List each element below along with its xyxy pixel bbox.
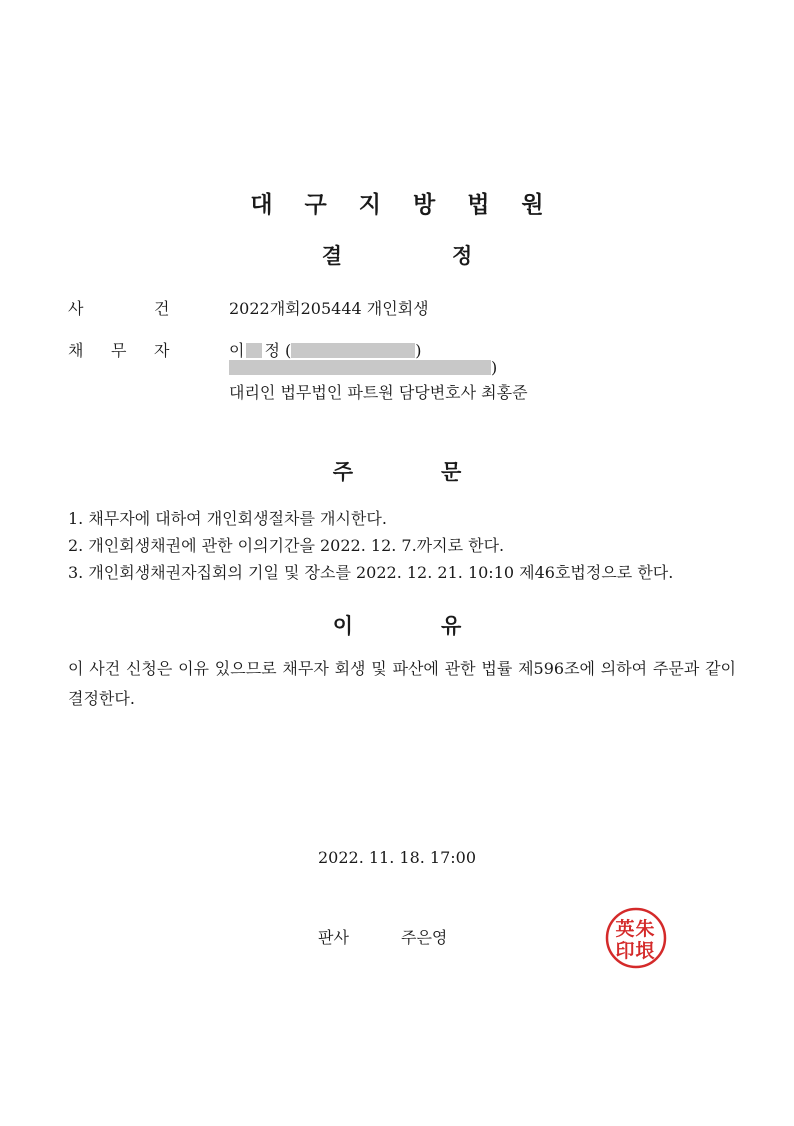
redaction-block [229, 360, 491, 375]
reason-text: 이 사건 신청은 이유 있으므로 채무자 회생 및 파산에 관한 법률 제596조에 의하여 주문과 같이 결정한다. [68, 659, 736, 708]
order-item-3: 3. 개인회생채권자집회의 기일 및 장소를 2022. 12. 21. 10:10 제46호법정으로 한다. [68, 563, 674, 582]
judge-title: 판사 [318, 928, 349, 947]
close-paren: ) [491, 358, 498, 377]
reason-heading-char-2: 유 [441, 614, 462, 638]
title-char-1: 결 [321, 244, 342, 268]
debtor-agent: 대리인 법무법인 파트원 담당변호사 최홍준 [229, 383, 528, 402]
debtor-label-2: 무 [111, 341, 127, 360]
judge-seal [605, 907, 667, 969]
svg-text:垠: 垠 [635, 940, 655, 962]
debtor-label-3: 자 [154, 341, 170, 360]
court-name: 대구지방법원 [250, 192, 576, 218]
order-heading-char-1: 주 [332, 460, 353, 484]
debtor-label-1: 채 [68, 341, 84, 360]
document-title [0, 240, 794, 270]
close-paren: ) [415, 341, 422, 360]
case-label: 사 [68, 299, 84, 318]
reason-heading-char-1: 이 [332, 614, 353, 638]
debtor-name-last: 정 [264, 341, 280, 360]
redaction-block [246, 343, 262, 358]
order-heading [0, 456, 794, 486]
debtor-name-first: 이 [229, 341, 245, 360]
decision-date: 2022. 11. 18. 17:00 [317, 848, 477, 867]
svg-text:朱: 朱 [635, 918, 655, 940]
order-heading-char-2: 문 [441, 460, 462, 484]
reason-heading [0, 610, 794, 640]
case-number: 2022개회205444 개인회생 [229, 299, 429, 318]
judge-name: 주은영 [401, 928, 448, 947]
order-item-1: 1. 채무자에 대하여 개인회생절차를 개시한다. [68, 509, 387, 528]
debtor-address-line [229, 358, 497, 377]
title-char-2: 정 [452, 244, 473, 268]
order-item-2: 2. 개인회생채권에 관한 이의기간을 2022. 12. 7.까지로 한다. [68, 536, 505, 555]
open-paren: ( [285, 341, 292, 360]
svg-text:印: 印 [615, 940, 635, 962]
redaction-block [291, 343, 415, 358]
svg-text:英: 英 [615, 918, 635, 940]
case-label-2: 건 [154, 299, 170, 318]
